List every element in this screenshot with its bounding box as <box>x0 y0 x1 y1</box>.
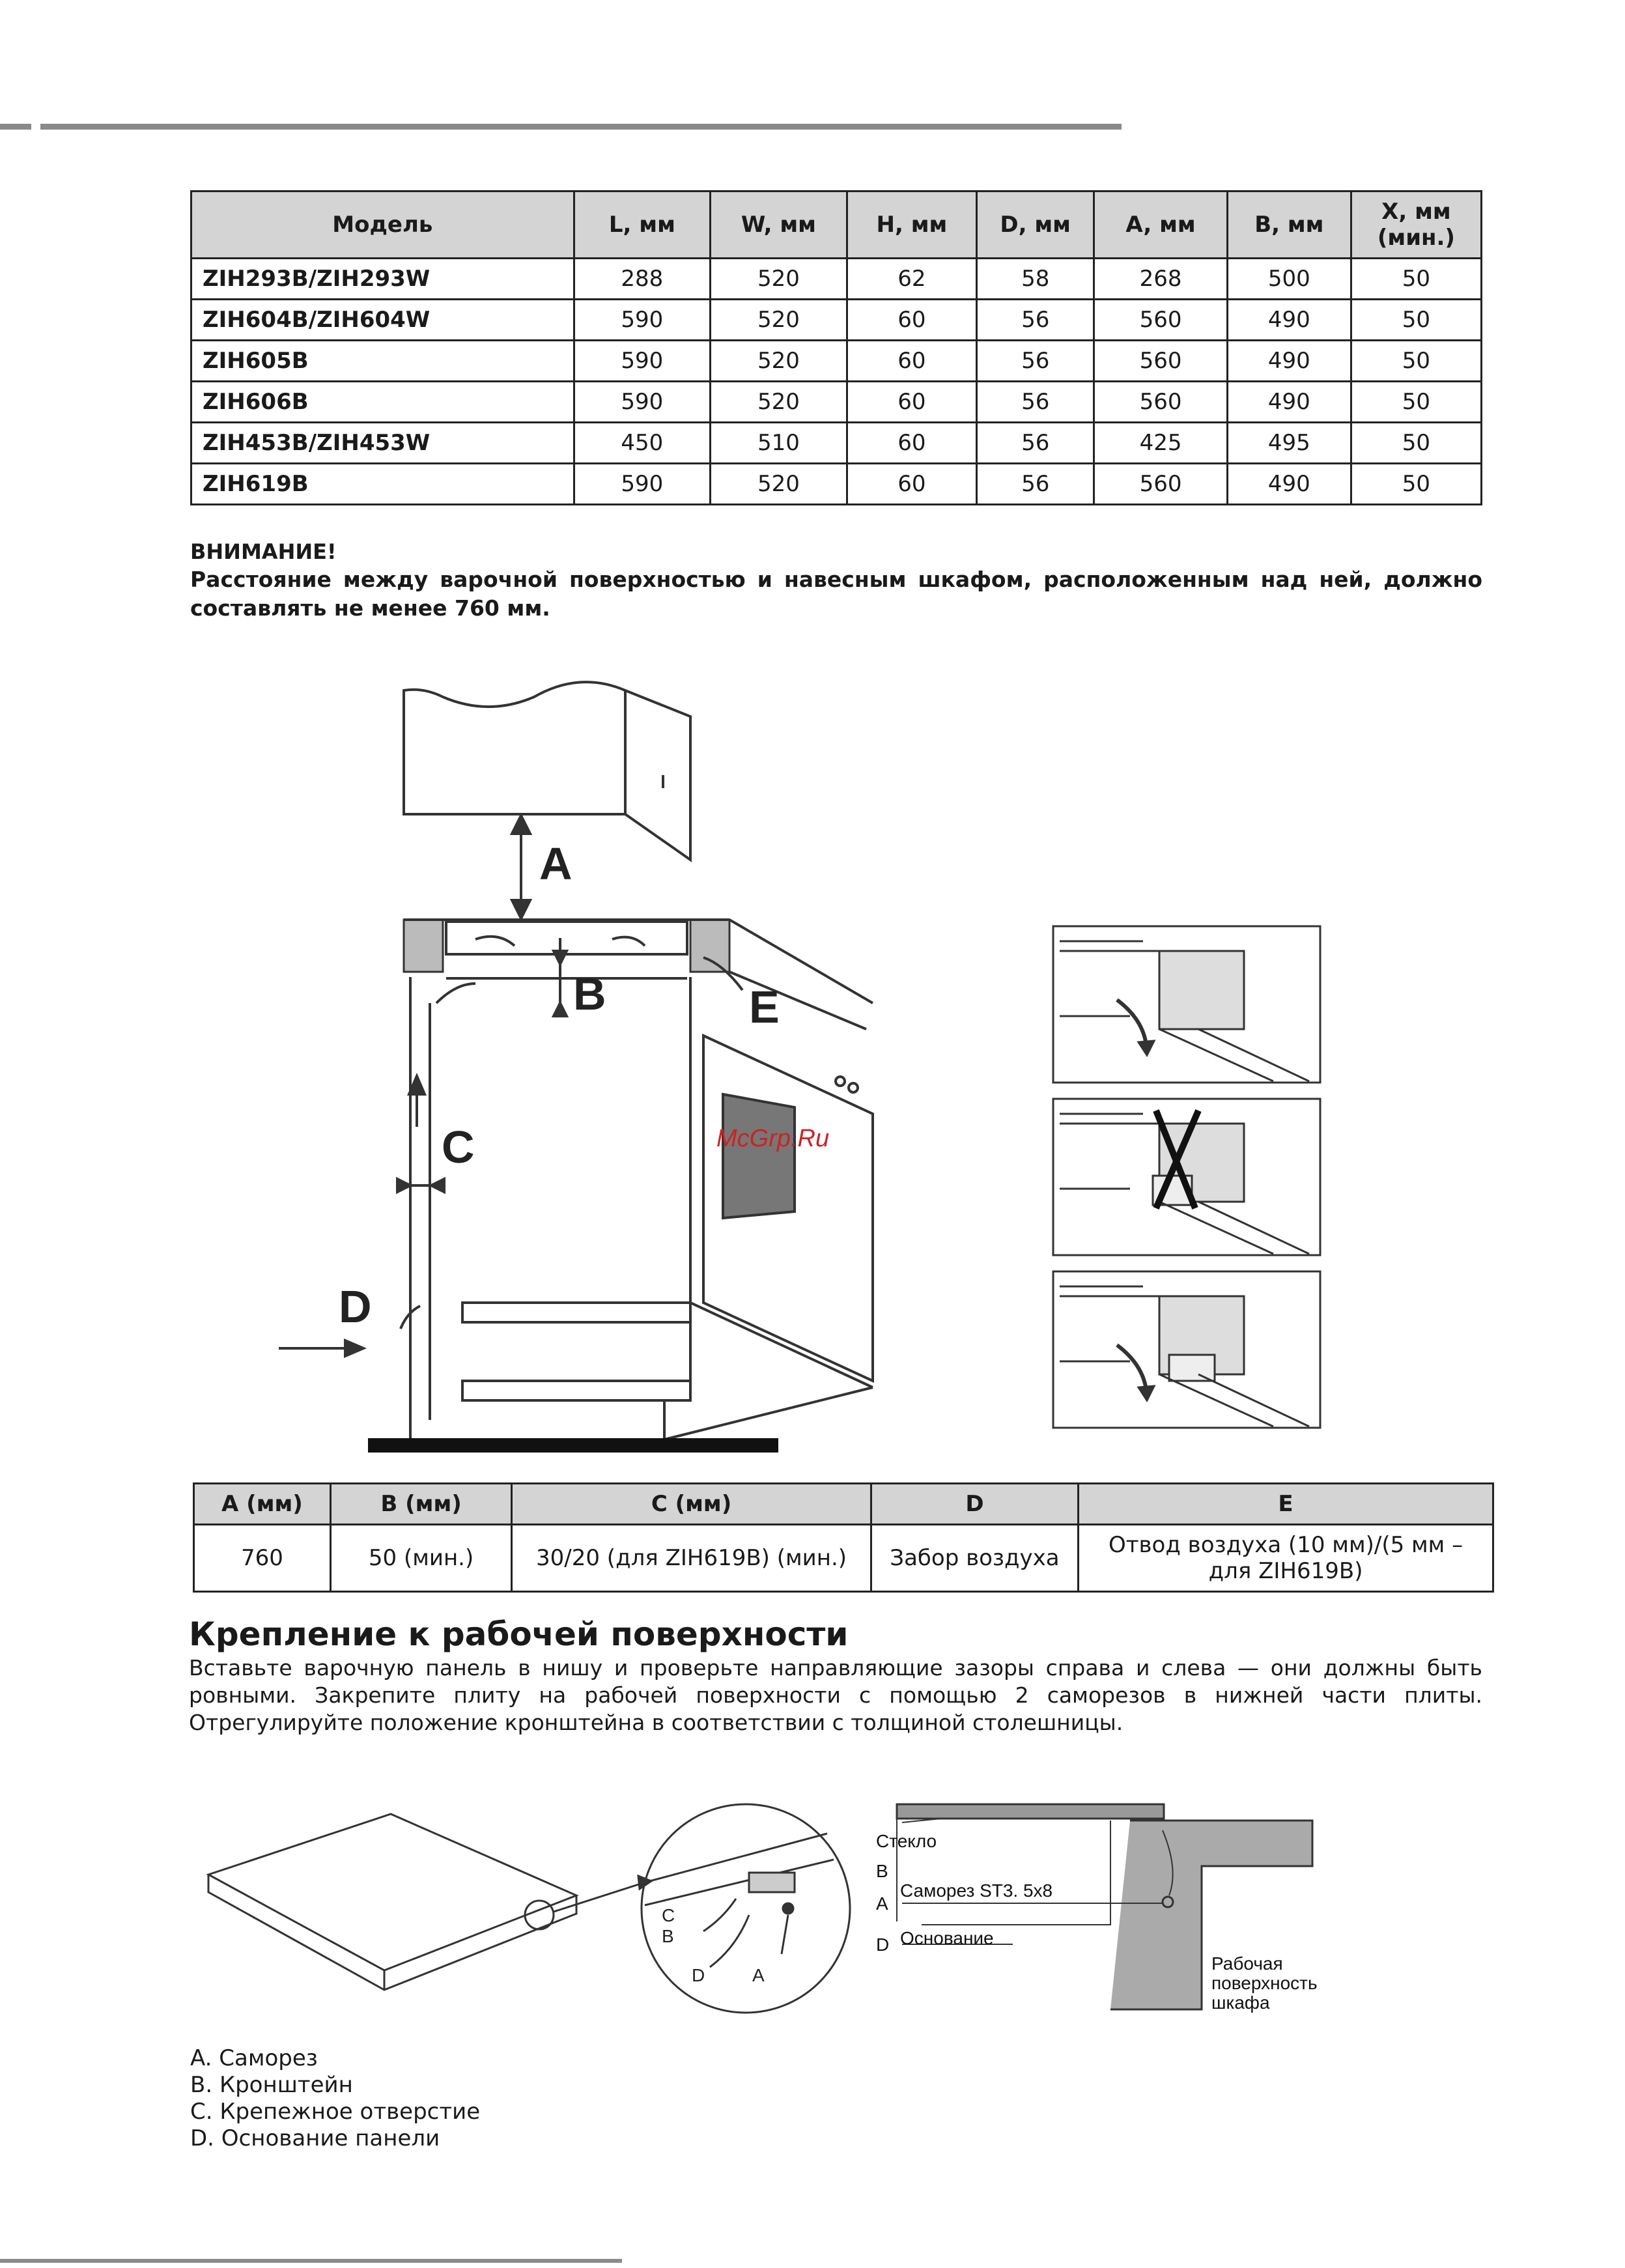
label-base: Основание <box>900 1928 994 1948</box>
base-outline <box>922 1821 1110 1925</box>
worktop-right-hatch <box>690 920 729 972</box>
cell: 490 <box>1227 300 1351 341</box>
table-row <box>191 464 1482 505</box>
cell: 560 <box>1094 464 1228 505</box>
section-label-a: A <box>876 1893 888 1914</box>
oven-window <box>723 1094 795 1218</box>
legend <box>190 2045 480 2152</box>
col-e: E <box>1079 1484 1493 1525</box>
arrow-b-head-up <box>554 1003 567 1016</box>
col-l: L, мм <box>574 191 711 259</box>
table-row <box>191 259 1482 300</box>
pointer-a <box>782 1915 788 1954</box>
label-glass: Стекло <box>876 1831 937 1851</box>
header-rule-long <box>40 124 1122 130</box>
installation-clearance-diagram <box>274 677 899 1466</box>
cell: 60 <box>847 300 977 341</box>
cell: 495 <box>1227 423 1351 464</box>
example-correct-1 <box>1053 926 1320 1083</box>
table-row <box>191 423 1482 464</box>
cell: 560 <box>1094 341 1228 382</box>
drawer-1 <box>462 1303 690 1322</box>
airflow-arrow-2 <box>612 937 645 946</box>
models-dimensions-table <box>190 190 1482 505</box>
cell: 500 <box>1227 259 1351 300</box>
cell: 288 <box>574 259 711 300</box>
cell: 56 <box>977 382 1094 423</box>
col-h: H, мм <box>847 191 977 259</box>
legend-item: B. Кронштейн <box>190 2072 353 2098</box>
intake-arrow-top <box>436 984 475 1003</box>
cell: 560 <box>1094 382 1228 423</box>
zoom-line <box>554 1882 645 1912</box>
hob-edge-examples <box>1052 925 1322 1433</box>
warning-title: ВНИМАНИЕ! <box>190 539 337 564</box>
col-d: D <box>871 1484 1078 1525</box>
label-b: B <box>573 969 606 1019</box>
oven-knob-2 <box>849 1083 858 1092</box>
plinth-line <box>664 1387 873 1439</box>
watermark: McGrp.Ru <box>716 1125 830 1152</box>
cell: 560 <box>1094 300 1228 341</box>
cell-model: ZIH619B <box>191 464 574 505</box>
arrow-a-head-down <box>512 900 530 918</box>
legend-item: A. Саморез <box>190 2045 318 2071</box>
hob-mounting-diagram <box>202 1798 853 2019</box>
oven-knob-1 <box>836 1077 845 1086</box>
table-row <box>191 341 1482 382</box>
label-d: D <box>339 1281 372 1332</box>
arrow-b-head-down <box>554 951 567 964</box>
cell: 490 <box>1227 341 1351 382</box>
cell: 50 <box>1351 382 1481 423</box>
example-correct-2 <box>1053 1271 1320 1428</box>
legend-item: D. Основание панели <box>190 2125 440 2151</box>
col-a: A, мм <box>1094 191 1228 259</box>
cell: 490 <box>1227 464 1351 505</box>
cell: 450 <box>574 423 711 464</box>
arrow-c-head-left <box>397 1179 410 1192</box>
zoom-label-c: C <box>662 1905 675 1925</box>
cell: Отвод воздуха (10 мм)/(5 мм – для ZIH619B) <box>1079 1525 1493 1592</box>
cell-model: ZIH605B <box>191 341 574 382</box>
cell: 58 <box>977 259 1094 300</box>
cell: 50 <box>1351 300 1481 341</box>
worktop-left-hatch <box>404 920 443 972</box>
hob-sides <box>208 1875 576 1990</box>
label-a: A <box>539 838 572 889</box>
table-header-row <box>191 191 1482 259</box>
col-w: W, мм <box>711 191 847 259</box>
table-header-row <box>194 1484 1493 1525</box>
glass-layer <box>897 1804 1164 1819</box>
cell: 50 <box>1351 259 1481 300</box>
clearance-table <box>193 1482 1494 1593</box>
col-b-mm: B (мм) <box>330 1484 511 1525</box>
wall-cabinet-side <box>625 690 690 860</box>
col-a-mm: A (мм) <box>194 1484 331 1525</box>
cell-model: ZIH453B/ZIH453W <box>191 423 574 464</box>
col-x: X, мм (мин.) <box>1351 191 1481 259</box>
cell: 60 <box>847 464 977 505</box>
cell: 56 <box>977 423 1094 464</box>
cell: Забор воздуха <box>871 1525 1078 1592</box>
header-rule-short <box>0 124 31 130</box>
hob-top <box>208 1814 576 1970</box>
cell: 590 <box>574 341 711 382</box>
col-c-mm: C (мм) <box>512 1484 871 1525</box>
cell: 590 <box>574 300 711 341</box>
section-title: Крепление к рабочей поверхности <box>189 1615 849 1653</box>
footer-rule <box>0 2259 622 2263</box>
col-model: Модель <box>191 191 574 259</box>
col-d: D, мм <box>977 191 1094 259</box>
cell: 56 <box>977 341 1094 382</box>
table-row <box>191 300 1482 341</box>
cell: 520 <box>711 464 847 505</box>
arrow-d-head <box>345 1340 363 1356</box>
cell-model: ZIH293B/ZIH293W <box>191 259 574 300</box>
cell: 520 <box>711 259 847 300</box>
table-row <box>194 1525 1493 1592</box>
cell: 520 <box>711 300 847 341</box>
example-wrong <box>1053 1099 1320 1255</box>
label-c: C <box>442 1122 475 1172</box>
cell: 60 <box>847 341 977 382</box>
zoom-panel-edges <box>645 1834 834 1905</box>
cell: 590 <box>574 382 711 423</box>
warning-text: Расстояние между варочной поверхностью и навесным шкафом, расположенным над ней, должно составлять не менее 760 мм. <box>190 567 1482 621</box>
zoom-source-circle <box>525 1901 554 1929</box>
pointer-b <box>703 1899 736 1931</box>
bracket <box>749 1873 795 1892</box>
label-screw: Саморез ST3. 5x8 <box>900 1880 1053 1901</box>
section-label-b: B <box>876 1861 888 1881</box>
zoom-label-b: B <box>662 1926 674 1946</box>
cell: 50 <box>1351 341 1481 382</box>
cell: 510 <box>711 423 847 464</box>
cell: 60 <box>847 382 977 423</box>
airflow-arrow-1 <box>475 937 515 946</box>
zoom-label-d: D <box>692 1965 705 1985</box>
drawer-2 <box>462 1381 690 1400</box>
cell: 56 <box>977 300 1094 341</box>
table-row <box>191 382 1482 423</box>
cell: 50 <box>1351 464 1481 505</box>
arrow-a-head-up <box>512 815 530 834</box>
cell: 268 <box>1094 259 1228 300</box>
cell: 56 <box>977 464 1094 505</box>
cell: 520 <box>711 382 847 423</box>
section-text: Вставьте варочную панель в нишу и проверьте направляющие зазоры справа и слева — они должны быть ровными. Закрепите плиту на рабочей поверхности с помощью 2 саморезов в нижней части плиты. Отрегулируйте положение кронштейна в соответствии с толщиной столешницы. <box>189 1655 1482 1735</box>
legend-item: C. Крепежное отверстие <box>190 2099 481 2125</box>
cell: 62 <box>847 259 977 300</box>
floor <box>368 1438 778 1453</box>
cell: 590 <box>574 464 711 505</box>
cell: 50 (мин.) <box>330 1525 511 1592</box>
screw-head <box>783 1903 793 1914</box>
cell: 520 <box>711 341 847 382</box>
cell: 425 <box>1094 423 1228 464</box>
cell: 60 <box>847 423 977 464</box>
cell-model: ZIH606B <box>191 382 574 423</box>
section-label-d: D <box>876 1935 890 1955</box>
col-b: B, мм <box>1227 191 1351 259</box>
cell-model: ZIH604B/ZIH604W <box>191 300 574 341</box>
label-worktop: Рабочая поверхность шкафа <box>1211 1953 1318 2013</box>
arrow-c-head-right <box>431 1179 444 1192</box>
cell: 760 <box>194 1525 331 1592</box>
wall-cabinet <box>404 682 625 814</box>
cell: 30/20 (для ZIH619B) (мин.) <box>512 1525 871 1592</box>
cell: 490 <box>1227 382 1351 423</box>
cell: 50 <box>1351 423 1481 464</box>
label-e: E <box>749 982 780 1032</box>
zoom-label-a: A <box>752 1965 765 1985</box>
